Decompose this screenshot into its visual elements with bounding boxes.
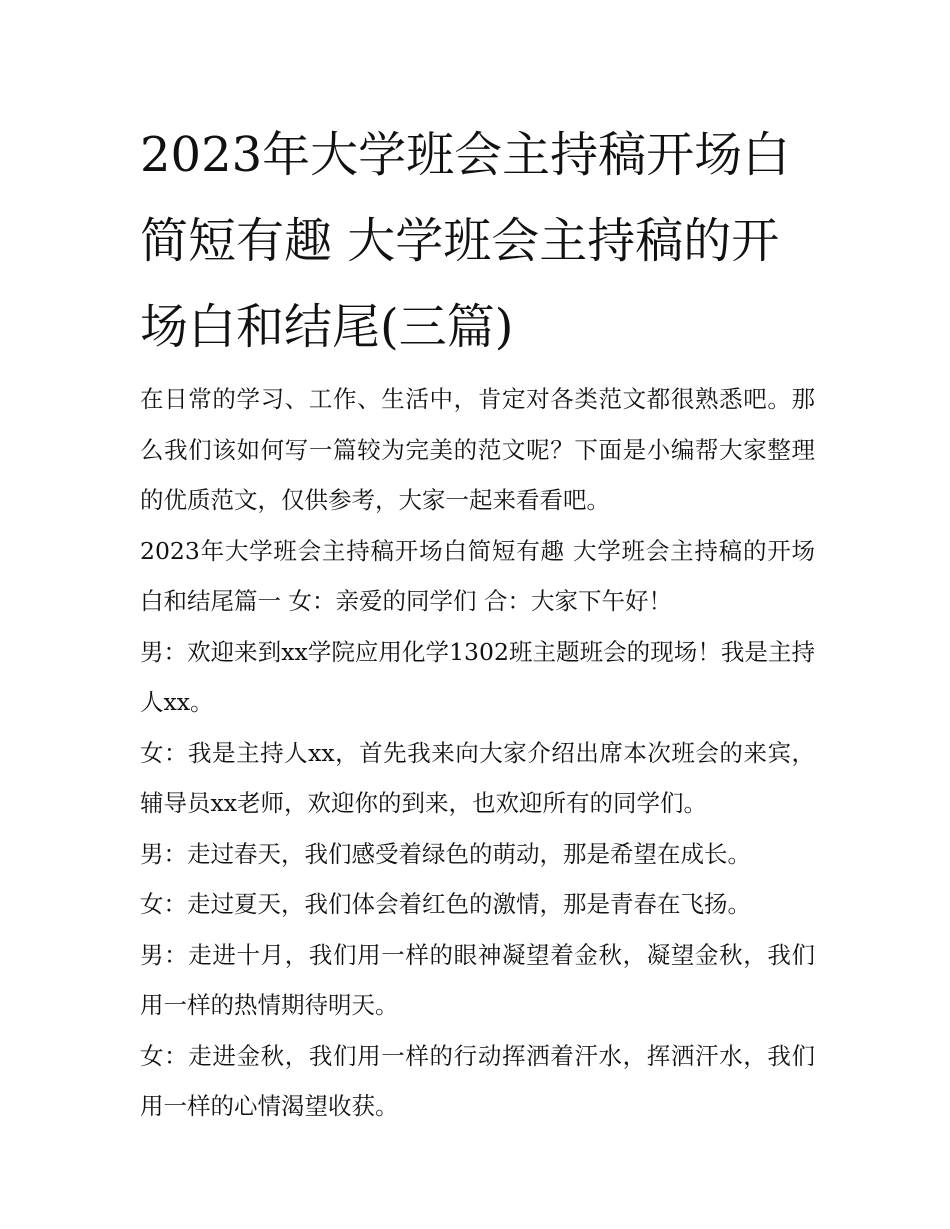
paragraph-female-summer: 女：走过夏天，我们体会着红色的激情，那是青春在飞扬。 xyxy=(140,890,751,918)
paragraph-intro: 在日常的学习、工作、生活中，肯定对各类范文都很熟悉吧。那么我们该如何写一篇较为完美的范文呢？下面是小编帮大家整理的优质范文，仅供参考，大家一起来看看吧。 xyxy=(140,385,815,514)
document-page xyxy=(140,112,815,1132)
paragraph-heading-opening: 2023年大学班会主持稿开场白简短有趣 大学班会主持稿的开场白和结尾篇一 女：亲爱的同学们 合：大家下午好！ xyxy=(140,536,815,615)
title-line-3: 场白和结尾(三篇) xyxy=(140,299,514,355)
paragraph-male-october: 男：走进十月，我们用一样的眼神凝望着金秋，凝望金秋，我们用一样的热情期待明天。 xyxy=(140,940,815,1019)
document-title xyxy=(140,112,815,370)
paragraph-female-guests: 女：我是主持人xx，首先我来向大家介绍出席本次班会的来宾，辅导员xx老师，欢迎你的到来，也欢迎所有的同学们。 xyxy=(140,738,815,817)
title-line-2: 简短有趣 大学班会主持稿的开 xyxy=(140,213,780,269)
paragraph-female-autumn: 女：走进金秋，我们用一样的行动挥洒着汗水，挥洒汗水，我们用一样的心情渴望收获。 xyxy=(140,1041,815,1120)
title-line-1: 2023年大学班会主持稿开场白 xyxy=(140,127,791,183)
paragraph-male-spring: 男：走过春天，我们感受着绿色的萌动，那是希望在成长。 xyxy=(140,839,751,868)
paragraph-male-welcome: 男：欢迎来到xx学院应用化学1302班主题班会的现场！我是主持人xx。 xyxy=(140,637,815,716)
